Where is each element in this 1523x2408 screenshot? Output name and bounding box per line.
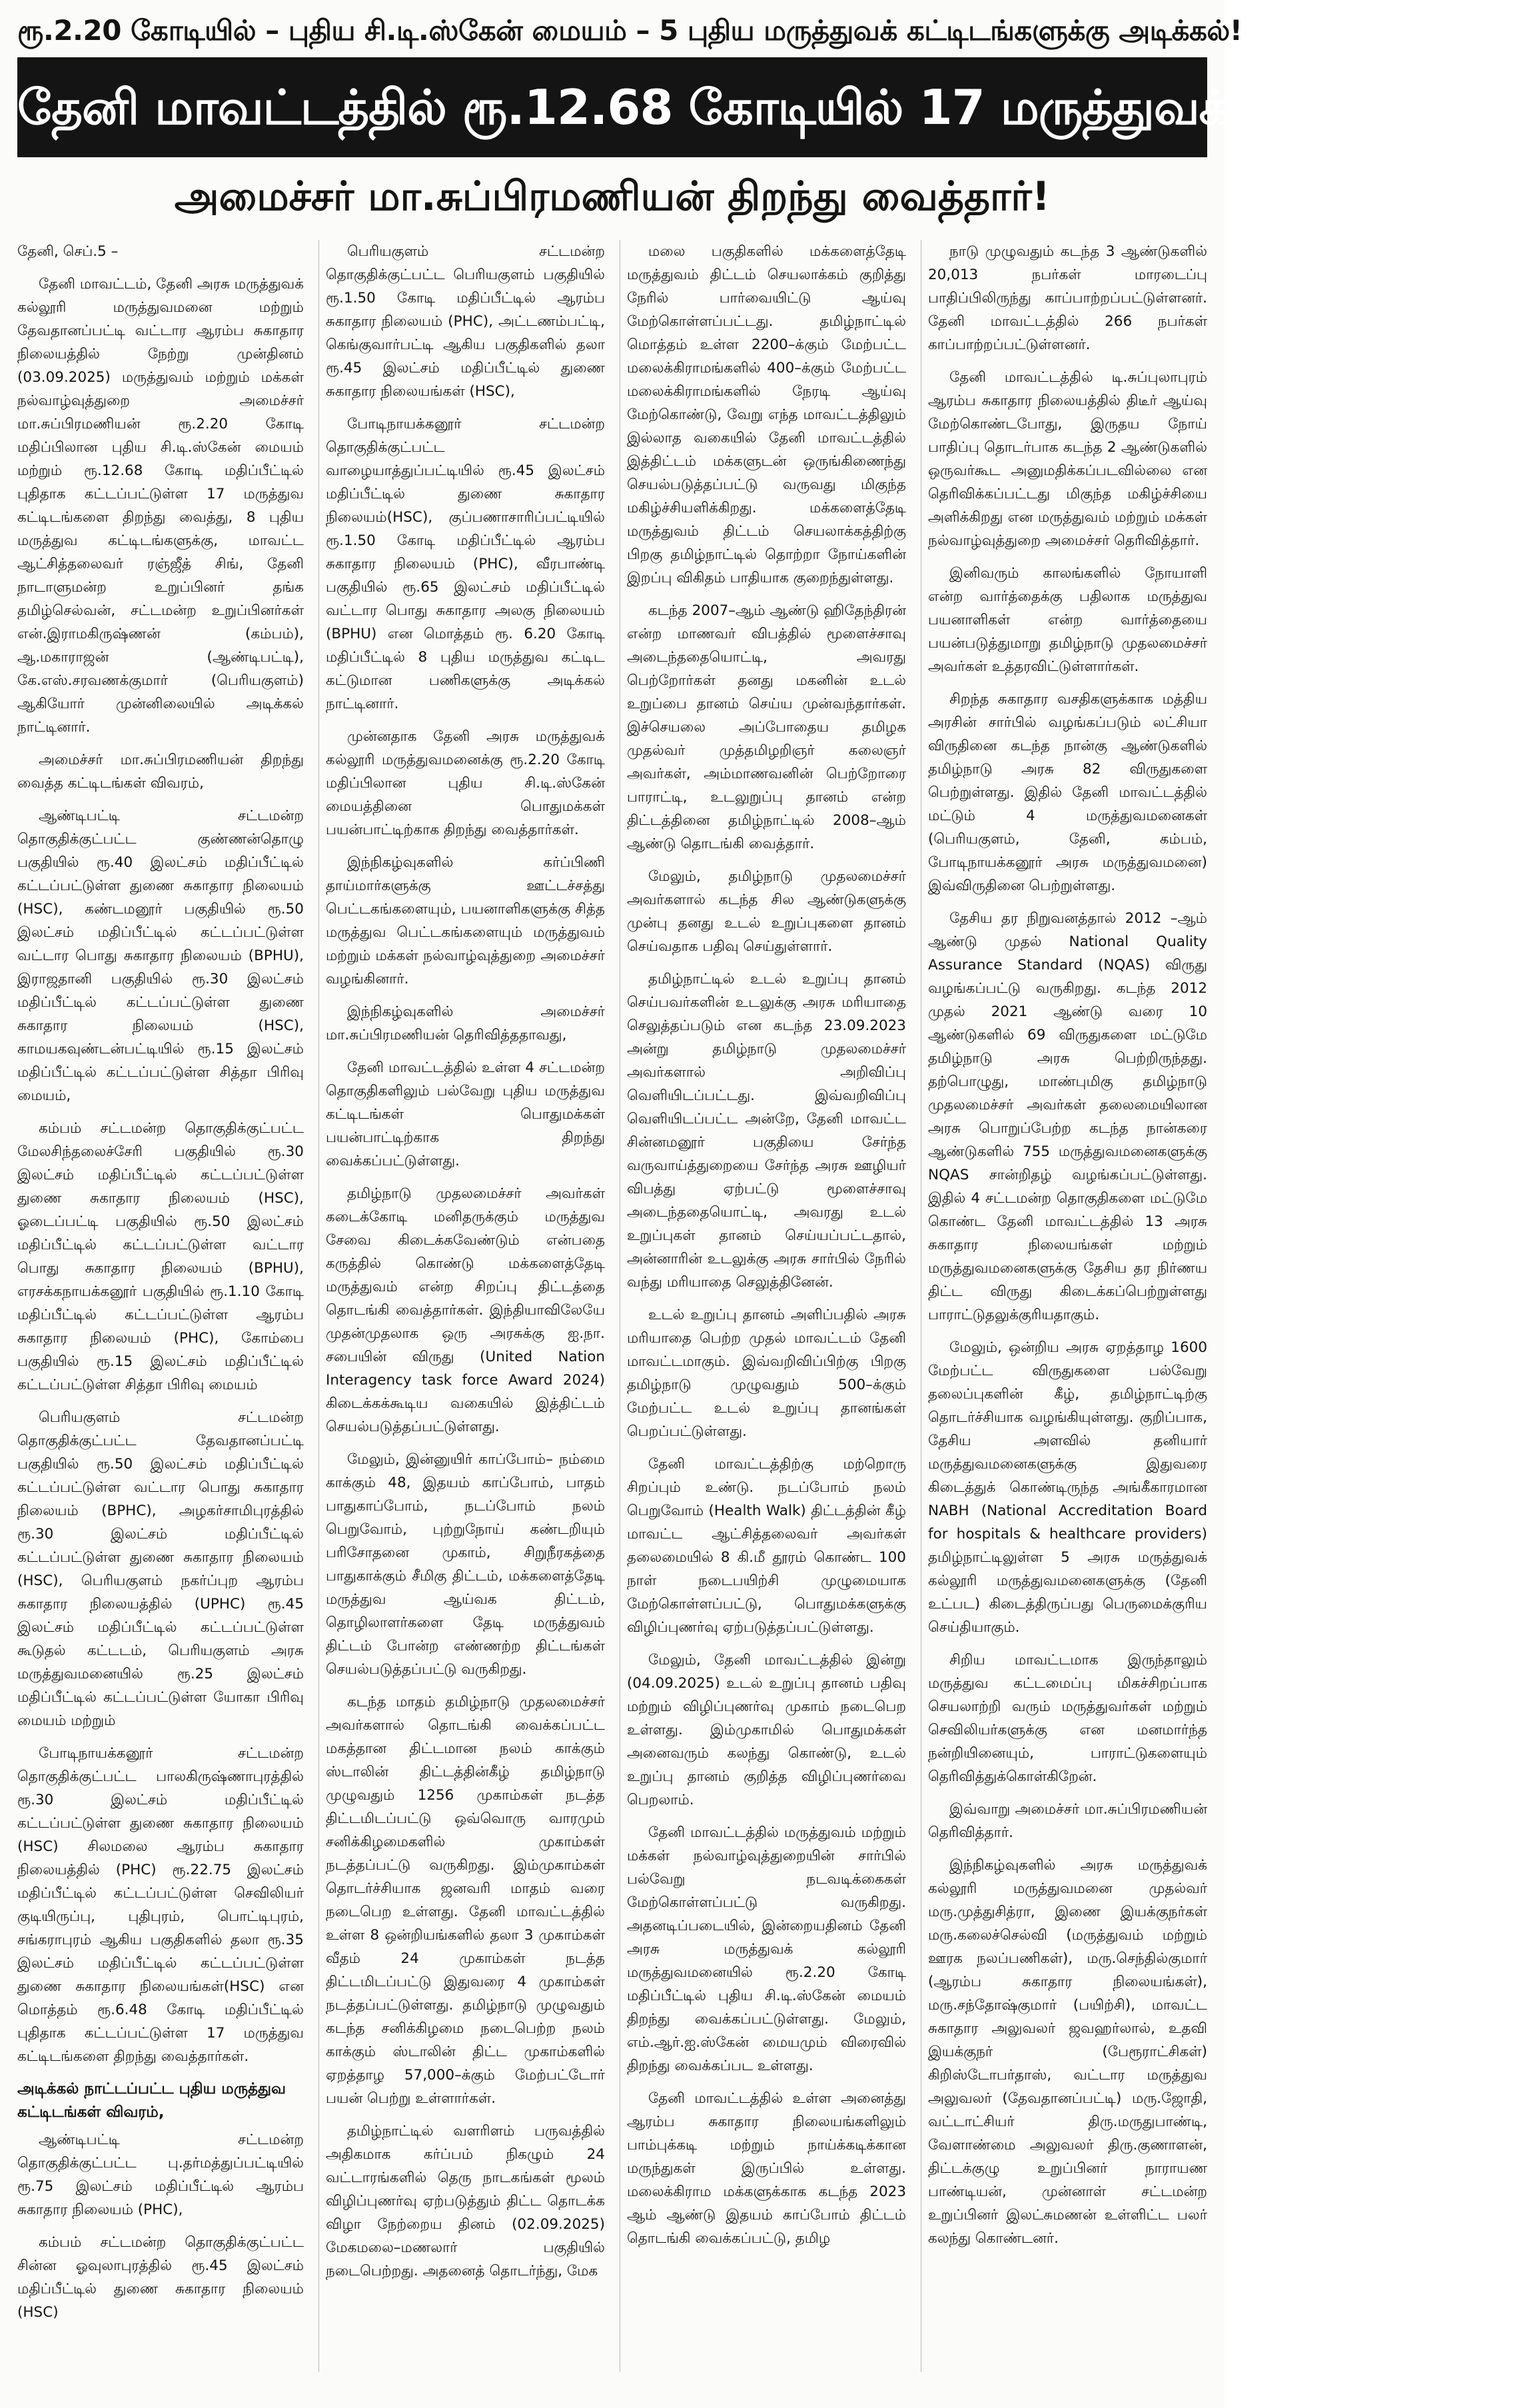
article-paragraph: மேலும், இன்னுயிர் காப்போம்– நம்மை காக்கும் 48, இதயம் காப்போம், பாதம் பாதுகாப்போம், நடப்போம் நலம் பெறுவோம், புற்றுநோய் கண்டறியும் பரிசோதனை முகாம், சிறுநீரகத்தை பாதுகாக்கும் சீமிகு திட்டம், மக்களைத்தேடி மருத்துவ ஆய்வக திட்டம், தொழிலாளர்களை தேடி மருத்துவம் திட்டம் போன்ற எண்ணற்ற திட்டங்கள் செயல்படுத்தப்பட்டு வருகிறது. (326, 1451, 605, 1678)
article-paragraph: இனிவரும் காலங்களில் நோயாளி என்ற வார்த்தைக்கு பதிலாக மருத்துவ பயனாளிகள் என்ற வார்த்தையை பயன்படுத்துமாறு தமிழ்நாடு முதலமைச்சர் அவர்கள் உத்தரவிட்டுள்ளார்கள். (928, 565, 1207, 675)
article-paragraph: தமிழ்நாட்டில் உடல் உறுப்பு தானம் செய்பவர்களின் உடலுக்கு அரசு மரியாதை செலுத்தப்படும் என கடந்த 23.09.2023 அன்று தமிழ்நாடு முதலமைச்சர் அவர்களால் அறிவிப்பு வெளியிடப்பட்டது. இவ்வறிவிப்பு வெளியிடப்பட்ட அன்றே, தேனி மாவட்ட சின்னமனூர் பகுதியை சேர்ந்த வருவாய்த்துறையை சேர்ந்த அரசு ஊழியர் விபத்து ஏற்பட்டு மூளைச்சாவு அடைந்ததையொட்டி, அவரது உடல் உறுப்புகள் தானம் செய்யப்பட்டதால், அன்னாரின் உடலுக்கு அரசு சார்பில் நேரில் வந்து மரியாதை செலுத்தினேன். (627, 971, 906, 1291)
article-paragraph: தேனி மாவட்டத்தில் மருத்துவம் மற்றும் மக்கள் நல்வாழ்வுத்துறையின் சார்பில் பல்வேறு நடவடிக்கைகள் மேற்கொள்ளப்பட்டு வருகிறது. அதனடிப்படையில், இன்றையதினம் தேனி அரசு மருத்துவக் கல்லூரி மருத்துவமனையில் ரூ.2.20 கோடி மதிப்பீட்டில் புதிய சி.டி.ஸ்கேன் மையம் திறந்து வைக்கப்பட்டுள்ளது. மேலும், எம்.ஆர்.ஐ.ஸ்கேன் மையமும் விரைவில் திறந்து வைக்கப்பட உள்ளது. (627, 1824, 906, 2074)
article-paragraph: நாடு முழுவதும் கடந்த 3 ஆண்டுகளில் 20,013 நபர்கள் மாரடைப்பு பாதிப்பிலிருந்து காப்பாற்றப்பட்டுள்ளனர். தேனி மாவட்டத்தில் 266 நபர்கள் காப்பாற்றப்பட்டுள்ளனர். (928, 243, 1207, 353)
article-paragraph: தமிழ்நாட்டில் வளரிளம் பருவத்தில் அதிகமாக கர்ப்பம் நிகழும் 24 வட்டாரங்களில் தெரு நாடகங்கள் மூலம் விழிப்புணர்வு ஏற்படுத்தும் திட்ட தொடக்க விழா நேற்றைய தினம் (02.09.2025) மேகமலை–மணலார் பகுதியில் நடைபெற்றது. அதனைத் தொடர்ந்து, மேக (326, 2123, 605, 2279)
article-columns (17, 240, 1207, 2372)
article-column-1 (17, 240, 304, 2372)
article-paragraph: மேலும், தமிழ்நாடு முதலமைச்சர் அவர்களால் கடந்த சில ஆண்டுகளுக்கு முன்பு தனது உடல் உறுப்புகளை தானம் செய்வதாக பதிவு செய்துள்ளார். (627, 868, 906, 955)
article-paragraph: இந்நிகழ்வுகளில் அமைச்சர் மா.சுப்பிரமணியன் தெரிவித்ததாவது, (326, 1003, 605, 1043)
article-paragraph: போடிநாயக்கனூர் சட்டமன்ற தொகுதிக்குட்பட்ட பாலகிருஷ்ணாபுரத்தில் ரூ.30 இலட்சம் மதிப்பீட்டில் கட்டப்பட்டுள்ள துணை சுகாதார நிலையம் (HSC) சிலமலை ஆரம்ப சுகாதார நிலையத்தில் (PHC) ரூ.22.75 இலட்சம் மதிப்பீட்டில் கட்டப்பட்டுள்ள செவிலியர் குடியிருப்பு, புதிபுரம், பொட்டிபுரம், சங்கராபுரம் ஆகிய பகுதிகளில் தலா ரூ.35 இலட்சம் மதிப்பீட்டில் கட்டப்பட்டுள்ள துணை சுகாதார நிலையங்கள்(HSC) என மொத்தம் ரூ.6.48 கோடி மதிப்பீட்டில் புதிதாக கட்டப்பட்டுள்ள 17 மருத்துவ கட்டிடங்களை திறந்து வைத்தார்கள். (17, 1745, 304, 2065)
article-paragraph: பெரியகுளம் சட்டமன்ற தொகுதிக்குட்பட்ட தேவதானப்பட்டி பகுதியில் ரூ.50 இலட்சம் மதிப்பீட்டில் கட்டப்பட்டுள்ள வட்டார பொது சுகாதார நிலையம் (BPHC), அழகர்சாமிபுரத்தில் ரூ.30 இலட்சம் மதிப்பீட்டில் கட்டப்பட்டுள்ள துணை சுகாதார நிலையம் (HSC), பெரியகுளம் நகர்ப்புற ஆரம்ப சுகாதார நிலையத்தில் (UPHC) ரூ.45 இலட்சம் மதிப்பீட்டில் கட்டப்பட்டுள்ள கூடுதல் கட்டடம், பெரியகுளம் அரசு மருத்துவமனையில் ரூ.25 இலட்சம் மதிப்பீட்டில் கட்டப்பட்டுள்ள யோகா பிரிவு மையம் மற்றும் (17, 1409, 304, 1729)
article-paragraph: மேலும், தேனி மாவட்டத்தில் இன்று (04.09.2025) உடல் உறுப்பு தானம் பதிவு மற்றும் விழிப்புணர்வு முகாம் நடைபெற உள்ளது. இம்முகாமில் பொதுமக்கள் அனைவரும் கலந்து கொண்டு, உடல் உறுப்பு தானம் குறித்த விழிப்புணர்வை பெறலாம். (627, 1652, 906, 1808)
article-paragraph: தேனி மாவட்டத்தில் உள்ள அனைத்து ஆரம்ப சுகாதார நிலையங்களிலும் பாம்புக்கடி மற்றும் நாய்க்கடிக்கான மருந்துகள் இருப்பில் உள்ளது. மலைக்கிராம மக்களுக்காக கடந்த 2023 ஆம் ஆண்டு இதயம் காப்போம் திட்டம் தொடங்கி வைக்கப்பட்டு, தமிழ (627, 2090, 906, 2247)
article-paragraph: மேலும், ஒன்றிய அரசு ஏறத்தாழ 1600 மேற்பட்ட விருதுகளை பல்வேறு தலைப்புகளின் கீழ், தமிழ்நாட்டிற்கு தொடர்ச்சியாக வழங்கியுள்ளது. குறிப்பாக, தேசிய அளவில் தனியார் மருத்துவமனைகளுக்கு இதுவரை கிடைத்துக் கொண்டிருந்த அங்கீகாரமான NABH (National Accreditation Board for hospitals & healthcare providers) தமிழ்நாட்டிலுள்ள 5 அரசு மருத்துவக் கல்லூரி மருத்துவமனைகளுக்கு (தேனி உட்பட) கிடைத்திருப்பது பெருமைக்குரிய செய்தியாகும். (928, 1339, 1207, 1636)
kicker-headline: ரூ.2.20 கோடியில் – புதிய சி.டி.ஸ்கேன் மையம் – 5 புதிய மருத்துவக் கட்டிடங்களுக்கு அடிக்கல்! (17, 14, 1243, 47)
article-paragraph: தேசிய தர நிறுவனத்தால் 2012 –ஆம் ஆண்டு முதல் National Quality Assurance Standard (NQAS) விருது வழங்கப்பட்டு வருகிறது. கடந்த 2012 முதல் 2021 ஆண்டு வரை 10 ஆண்டுகளில் 69 விருதுகளை மட்டுமே தமிழ்நாடு அரசு பெற்றிருந்தது. தற்பொழுது, மாண்புமிகு தமிழ்நாடு முதலமைச்சர் அவர்கள் தலைமையிலான அரசு பொறுப்பேற்ற கடந்த நான்கரை ஆண்டுகளில் 755 மருத்துவமனைகளுக்கு NQAS சான்றிதழ் வழங்கப்பட்டுள்ளது. இதில் 4 சட்டமன்ற தொகுதிகளை மட்டுமே கொண்ட தேனி மாவட்டத்தில் 13 அரசு சுகாதார நிலையங்கள் மற்றும் மருத்துவமனைகளுக்கு தேசிய தர நிர்ணய திட்ட விருது கிடைக்கப்பெற்றுள்ளது பாராட்டுதலுக்குரியதாகும். (928, 910, 1207, 1323)
article-column-3 (620, 240, 906, 2372)
article-paragraph: ஆண்டிபட்டி சட்டமன்ற தொகுதிக்குட்பட்ட பு.தர்மத்துப்பட்டியில் ரூ.75 இலட்சம் மதிப்பீட்டில் ஆரம்ப சுகாதார நிலையம் (PHC), (17, 2131, 304, 2218)
main-headline: தேனி மாவட்டத்தில் ரூ.12.68 கோடியில் 17 மருத்துவக் கட்டிடங்கள்! (17, 57, 1207, 157)
article-paragraph: கம்பம் சட்டமன்ற தொகுதிக்குட்பட்ட சின்ன ஓவுலாபுரத்தில் ரூ.45 இலட்சம் மதிப்பீட்டில் துணை சுகாதார நிலையம் (HSC) (17, 2234, 304, 2321)
article-paragraph: உடல் உறுப்பு தானம் அளிப்பதில் அரசு மரியாதை பெற்ற முதல் மாவட்டம் தேனி மாவட்டமாகும். இவ்வறிவிப்பிற்கு பிறகு தமிழ்நாடு முழுவதும் 500–க்கும் மேற்பட்ட உடல் உறுப்பு தானங்கள் பெறப்பட்டுள்ளது. (627, 1307, 906, 1440)
article-paragraph: தேனி மாவட்டம், தேனி அரசு மருத்துவக் கல்லூரி மருத்துவமனை மற்றும் தேவதானப்பட்டி வட்டார ஆரம்ப சுகாதார நிலையத்தில் நேற்று முன்தினம் (03.09.2025) மருத்துவம் மற்றும் மக்கள் நல்வாழ்வுத்துறை அமைச்சர் மா.சுப்பிரமணியன் ரூ.2.20 கோடி மதிப்பிலான புதிய சி.டி.ஸ்கேன் மையம் மற்றும் ரூ.12.68 கோடி மதிப்பீட்டில் புதிதாக கட்டப்பட்டுள்ள 17 மருத்துவ கட்டிடங்களை திறந்து வைத்து, 8 புதிய மருத்துவ கட்டிடங்களுக்கு, மாவட்ட ஆட்சித்தலைவர் ரஞ்ஜீத் சிங், தேனி நாடாளுமன்ற உறுப்பினர் தங்க தமிழ்செல்வன், சட்டமன்ற உறுப்பினர்கள் என்.இராமகிருஷ்ணன் (கம்பம்), ஆ.மகாராஜன் (ஆண்டிபட்டி), கே.எஸ்.சரவணக்குமார் (பெரியகுளம்) ஆகியோர் முன்னிலையில் அடிக்கல் நாட்டினார். (17, 276, 304, 736)
article-paragraph: இந்நிகழ்வுகளில் கர்ப்பிணி தாய்மார்களுக்கு ஊட்டச்சத்து பெட்டகங்களையும், பயனாளிகளுக்கு சித்த மருத்துவ பெட்டகங்களையும் மருத்துவம் மற்றும் மக்கள் நல்வாழ்வுத்துறை அமைச்சர் வழங்கினார். (326, 854, 605, 987)
article-paragraph: சிறந்த சுகாதார வசதிகளுக்காக மத்திய அரசின் சார்பில் வழங்கப்படும் லட்சியா விருதினை கடந்த நான்கு ஆண்டுகளில் தமிழ்நாடு அரசு 82 விருதுகளை பெற்றுள்ளது. இதில் தேனி மாவட்டத்தில் மட்டும் 4 மருத்துவமனைகள் (பெரியகுளம், தேனி, கம்பம், போடிநாயக்கனூர் அரசு மருத்துவமனை) இவ்விருதினை பெற்றுள்ளது. (928, 691, 1207, 894)
article-paragraph: ஆண்டிபட்டி சட்டமன்ற தொகுதிக்குட்பட்ட குண்ணன்தொழு பகுதியில் ரூ.40 இலட்சம் மதிப்பீட்டில் கட்டப்பட்டுள்ள துணை சுகாதார நிலையம் (HSC), கண்டமனூர் பகுதியில் ரூ.50 இலட்சம் மதிப்பீட்டில் கட்டப்பட்டுள்ள வட்டார பொது சுகாதார நிலையம் (BPHU), இராஜதானி பகுதியில் ரூ.30 இலட்சம் மதிப்பீட்டில் கட்டப்பட்டுள்ள துணை சுகாதார நிலையம் (HSC), காமயகவுண்டன்பட்டியில் ரூ.15 இலட்சம் மதிப்பீட்டில் கட்டப்பட்டுள்ள சித்தா பிரிவு மையம், (17, 808, 304, 1104)
article-paragraph: தமிழ்நாடு முதலமைச்சர் அவர்கள் கடைக்கோடி மனிதருக்கும் மருத்துவ சேவை கிடைக்கவேண்டும் என்பதை கருத்தில் கொண்டு மக்களைத்தேடி மருத்துவம் என்ற சிறப்பு திட்டத்தை தொடங்கி வைத்தார்கள். இந்தியாவிலேயே முதன்முதலாக ஒரு அரசுக்கு ஐ.நா. சபையின் விருது (United Nation Interagency task force Award 2024) கிடைக்கக்கூடிய வகையில் இத்திட்டம் செயல்படுத்தப்பட்டுள்ளது. (326, 1185, 605, 1435)
dateline: தேனி, செப்.5 – (17, 243, 119, 260)
article-paragraph: இந்நிகழ்வுகளில் அரசு மருத்துவக் கல்லூரி மருத்துவமனை முதல்வர் மரு.முத்துசித்ரா, இணை இயக்குநர்கள் மரு.கலைச்செல்வி (மருத்துவம் மற்றும் ஊரக நலப்பணிகள்), மரு.செந்தில்குமார் (ஆரம்ப சுகாதார நிலையங்கள்), மரு.சந்தோஷ்குமார் (பயிற்சி), மாவட்ட சுகாதார அலுவலர் ஜவஹர்லால், உதவி இயக்குநர் (பேரூராட்சிகள்) கிறிஸ்டோபர்தாஸ், வட்டார மருத்துவ அலுவலர் (தேவதானப்பட்டி) மரு.ஜோதி, வட்டாட்சியர் திரு.மருதுபாண்டி, வேளாண்மை அலுவலர் திரு.குணாளன், திட்டக்குழு உறுப்பினர் நாராயண பாண்டியன், முன்னாள் சட்டமன்ற உறுப்பினர் இலட்சுமணன் உள்ளிட்ட பலர் கலந்து கொண்டனர். (928, 1857, 1207, 2247)
article-paragraph: போடிநாயக்கனூர் சட்டமன்ற தொகுதிக்குட்பட்ட வாழையாத்துப்பட்டியில் ரூ.45 இலட்சம் மதிப்பீட்டில் துணை சுகாதார நிலையம்(HSC), குப்பணாசாரிப்பட்டியில் ரூ.1.50 கோடி மதிப்பீட்டில் ஆரம்ப சுகாதார நிலையம் (PHC), வீரபாண்டி பகுதியில் ரூ.65 இலட்சம் மதிப்பீட்டில் வட்டார பொது சுகாதார அலகு நிலையம் (BPHU) என மொத்தம் ரூ. 6.20 கோடி மதிப்பீட்டில் 8 புதிய மருத்துவ கட்டிட கட்டுமான பணிகளுக்கு அடிக்கல் நாட்டினார். (326, 416, 605, 712)
article-paragraph: பெரியகுளம் சட்டமன்ற தொகுதிக்குட்பட்ட பெரியகுளம் பகுதியில் ரூ.1.50 கோடி மதிப்பீட்டில் ஆரம்ப சுகாதார நிலையம் (PHC), அட்டணம்பட்டி, கெங்குவார்பட்டி ஆகிய பகுதிகளில் தலா ரூ.45 இலட்சம் மதிப்பீட்டில் துணை சுகாதார நிலையங்கள் (HSC), (326, 243, 605, 400)
article-column-2 (318, 240, 605, 2372)
article-paragraph: இவ்வாறு அமைச்சர் மா.சுப்பிரமணியன் தெரிவித்தார். (928, 1801, 1207, 1841)
article-paragraph: கம்பம் சட்டமன்ற தொகுதிக்குட்பட்ட மேலசிந்தலைச்சேரி பகுதியில் ரூ.30 இலட்சம் மதிப்பீட்டில் கட்டப்பட்டுள்ள துணை சுகாதார நிலையம் (HSC), ஓடைப்பட்டி பகுதியில் ரூ.50 இலட்சம் மதிப்பீட்டில் கட்டப்பட்டுள்ள வட்டார பொது சுகாதார நிலையம் (BPHU), எரசக்கநாயக்கனூர் பகுதியில் ரூ.1.10 கோடி மதிப்பீட்டில் கட்டப்பட்டுள்ள ஆரம்ப சுகாதார நிலையம் (PHC), கோம்பை பகுதியில் ரூ.15 இலட்சம் மதிப்பீட்டில் கட்டப்பட்டுள்ள சித்தா பிரிவு மையம் (17, 1120, 304, 1393)
article-paragraph: அமைச்சர் மா.சுப்பிரமணியன் திறந்து வைத்த கட்டிடங்கள் விவரம், (17, 752, 304, 792)
sub-headline: அமைச்சர் மா.சுப்பிரமணியன் திறந்து வைத்தார்! (174, 173, 1051, 220)
article-paragraph: முன்னதாக தேனி அரசு மருத்துவக் கல்லூரி மருத்துவமனைக்கு ரூ.2.20 கோடி மதிப்பிலான புதிய சி.டி.ஸ்கேன் மையத்தினை பொதுமக்கள் பயன்பாட்டிற்காக திறந்து வைத்தார்கள். (326, 728, 605, 838)
article-paragraph: மலை பகுதிகளில் மக்களைத்தேடி மருத்துவம் திட்டம் செயலாக்கம் குறித்து நேரில் பார்வையிட்டு ஆய்வு மேற்கொள்ளப்பட்டது. தமிழ்நாட்டில் மொத்தம் உள்ள 2200–க்கும் மேற்பட்ட மலைக்கிராமங்களில் 400–க்கும் மேற்பட்ட மலைக்கிராமங்களில் நேரடி ஆய்வு மேற்கொண்டு, வேறு எந்த மாவட்டத்திலும் இல்லாத வகையில் தேனி மாவட்டத்தில் இத்திட்டம் மக்களுடன் ஒருங்கிணைந்து செயல்படுத்தப்பட்டு வருவது மிகுந்த மகிழ்ச்சியளிக்கிறது. மக்களைத்தேடி மருத்துவம் திட்டம் செயலாக்கத்திற்கு பிறகு தமிழ்நாட்டில் தொற்றா நோய்களின் இறப்பு விகிதம் பாதியாக குறைந்துள்ளது. (627, 243, 906, 586)
article-paragraph: சிறிய மாவட்டமாக இருந்தாலும் மருத்துவ கட்டமைப்பு மிகச்சிறப்பாக செயலாற்றி வரும் மருத்துவர்கள் மற்றும் செவிலியர்களுக்கு என மனமார்ந்த நன்றியினையும், பாராட்டுகளையும் தெரிவித்துக்கொள்கிறேன். (928, 1652, 1207, 1785)
article-paragraph: தேனி மாவட்டத்திற்கு மற்றொரு சிறப்பும் உண்டு. நடப்போம் நலம் பெறுவோம் (Health Walk) திட்டத்தின் கீழ் மாவட்ட ஆட்சித்தலைவர் அவர்கள் தலைமையில் 8 கி.மீ தூரம் கொண்ட 100 நாள் நடைபயிற்சி முழுமையாக மேற்கொள்ளப்பட்டு, பொதுமக்களுக்கு விழிப்புணர்வு ஏற்படுத்தப்பட்டுள்ளது. (627, 1456, 906, 1636)
section-subheading: அடிக்கல் நாட்டப்பட்ட புதிய மருத்துவ கட்டிடங்கள் விவரம், (17, 2080, 286, 2121)
article-paragraph: கடந்த மாதம் தமிழ்நாடு முதலமைச்சர் அவர்களால் தொடங்கி வைக்கப்பட்ட மகத்தான திட்டமான நலம் காக்கும் ஸ்டாலின் திட்டத்தின்கீழ் தமிழ்நாடு முழுவதும் 1256 முகாம்கள் நடத்த திட்டமிடப்பட்டு ஒவ்வொரு வாரமும் சனிக்கிழமைகளில் முகாம்கள் நடத்தப்பட்டு வருகிறது. இம்முகாம்கள் தொடர்ச்சியாக ஜனவரி மாதம் வரை நடைபெற உள்ளது. தேனி மாவட்டத்தில் உள்ள 8 ஒன்றியங்களில் தலா 3 முகாம்கள் வீதம் 24 முகாம்கள் நடத்த திட்டமிடப்பட்டு இதுவரை 4 முகாம்கள் நடத்தப்பட்டுள்ளது. தமிழ்நாடு முழுவதும் கடந்த சனிக்கிழமை நடைபெற்ற நலம் காக்கும் ஸ்டாலின் திட்ட முகாம்களில் ஏறத்தாழ 57,000–க்கும் மேற்பட்டோர் பயன் பெற்று உள்ளார்கள். (326, 1694, 605, 2107)
article-paragraph: கடந்த 2007–ஆம் ஆண்டு ஹிதேந்திரன் என்ற மாணவர் விபத்தில் மூளைச்சாவு அடைந்ததையொட்டி, அவரது பெற்றோர்கள் தனது மகனின் உடல் உறுப்பை தானம் செய்ய முன்வந்தார்கள். இச்செயலை அப்போதைய தமிழக முதல்வர் முத்தமிழறிஞர் கலைஞர் அவர்கள், அம்மாணவனின் பெற்றோரை பாராட்டி, உடலுறுப்பு தானம் என்ற திட்டத்தினை தமிழ்நாட்டில் 2008–ஆம் ஆண்டு தொடங்கி வைத்தார். (627, 602, 906, 852)
article-paragraph: தேனி மாவட்டத்தில் டி.சுப்புலாபுரம் ஆரம்ப சுகாதார நிலையத்தில் திடீர் ஆய்வு மேற்கொண்டபோது, இருதய நோய் பாதிப்பு தொடர்பாக கடந்த 2 ஆண்டுகளில் ஒருவர்கூட அனுமதிக்கப்படவில்லை என தெரிவிக்கப்பட்டது மிகுந்த மகிழ்ச்சியை அளிக்கிறது என மருத்துவம் மற்றும் மக்கள் நல்வாழ்வுத்துறை அமைச்சர் தெரிவித்தார். (928, 369, 1207, 549)
article-paragraph: தேனி மாவட்டத்தில் உள்ள 4 சட்டமன்ற தொகுதிகளிலும் பல்வேறு புதிய மருத்துவ கட்டிடங்கள் பொதுமக்கள் பயன்பாட்டிற்காக திறந்து வைக்கப்பட்டுள்ளது. (326, 1059, 605, 1169)
article-column-4 (921, 240, 1207, 2372)
